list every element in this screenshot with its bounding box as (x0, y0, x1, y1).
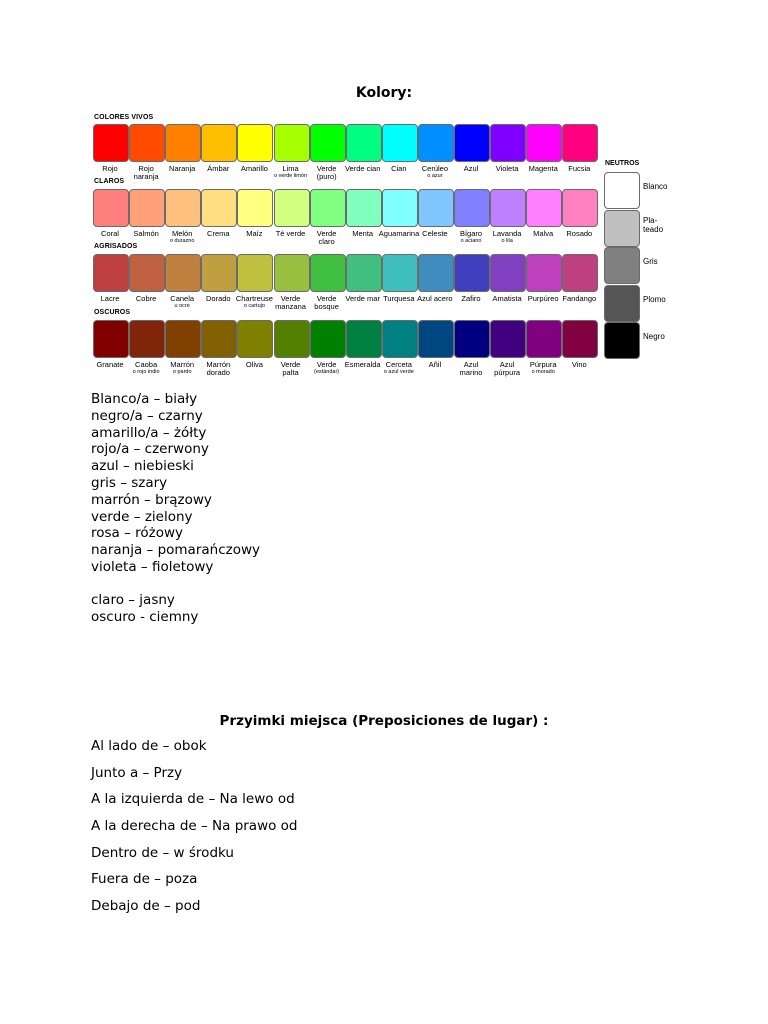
color-swatch (418, 124, 454, 162)
color-name (559, 230, 599, 238)
color-name-text: Aguamarina (378, 229, 420, 238)
color-name (417, 295, 453, 303)
color-cell (454, 320, 490, 377)
color-name-text: Azul acero (417, 294, 453, 303)
color-name: Pla- teado (643, 215, 664, 234)
color-name-text: Verde palta (280, 360, 301, 377)
color-swatch (562, 254, 598, 292)
color-name-note: o morado (531, 369, 555, 375)
color-cell (165, 320, 201, 375)
color-name-text: Añil (428, 360, 442, 369)
color-swatch (237, 254, 273, 292)
color-name (162, 295, 202, 309)
color-cell (274, 189, 310, 238)
color-name-text: Granate (96, 360, 124, 369)
color-name (523, 165, 563, 173)
color-name-text: Azul púrpura (494, 360, 521, 377)
color-swatch (310, 124, 346, 162)
color-name-text: Amatista (492, 294, 522, 303)
vocab-item: Blanco/a – biały (91, 391, 198, 407)
color-name-text: Verde mar (345, 294, 380, 303)
color-name (162, 361, 202, 375)
color-swatch (526, 254, 562, 292)
color-name (487, 165, 527, 173)
color-name (343, 361, 383, 369)
color-name (451, 165, 491, 173)
color-cell (237, 254, 273, 309)
color-swatch (346, 320, 382, 358)
color-name (343, 230, 383, 238)
color-name (345, 165, 381, 173)
color-name-text: Oliva (245, 360, 263, 369)
color-name-text: Turquesa (383, 294, 415, 303)
color-cell (310, 254, 346, 311)
color-swatch (346, 254, 382, 292)
color-cell (346, 124, 382, 173)
preposition-item: Junto a – Przy (91, 764, 183, 781)
neutral-color (604, 210, 684, 246)
color-name (523, 361, 563, 375)
color-name-note: o rojo indio (132, 369, 160, 375)
color-name (200, 361, 236, 377)
color-cell (201, 320, 237, 377)
color-swatch (604, 322, 640, 359)
color-name-text: Marrón (170, 360, 195, 369)
color-name (379, 361, 419, 375)
color-swatch (165, 320, 201, 358)
color-name (90, 230, 130, 238)
color-swatch (526, 320, 562, 358)
vocab-item: claro – jasny (91, 592, 175, 608)
color-name (90, 165, 130, 173)
color-swatch (201, 189, 237, 227)
vocab-item: naranja – pomarańczowy (91, 542, 260, 559)
color-cell (129, 320, 165, 375)
color-cell (129, 124, 165, 181)
color-name (198, 230, 238, 238)
color-cell (93, 124, 129, 173)
color-row (93, 124, 598, 184)
color-chart (93, 112, 678, 382)
color-cell (201, 124, 237, 173)
color-name-text: Melón (171, 229, 193, 238)
color-swatch (310, 320, 346, 358)
color-name-text: Vino (571, 360, 587, 369)
color-name-text: Menta (352, 229, 374, 238)
color-name-text: Cerúleo (421, 164, 449, 173)
color-name-text: Lima (282, 164, 299, 173)
color-name (126, 361, 166, 375)
color-swatch (93, 320, 129, 358)
color-cell (201, 189, 237, 238)
color-swatch (237, 124, 273, 162)
color-cell (129, 189, 165, 238)
color-name-text: Fucsia (568, 164, 591, 173)
vocab-item: verde – zielony (91, 508, 193, 525)
color-name-note: (estándar) (314, 369, 340, 375)
color-name-note: o pardo (172, 369, 192, 375)
color-swatch (201, 124, 237, 162)
color-name (273, 295, 309, 311)
preposition-item: A la derecha de – Na prawo od (91, 818, 298, 835)
color-swatch (382, 320, 418, 358)
color-name-text: Esmeralda (344, 360, 381, 369)
color-name-text: Lavanda (492, 229, 522, 238)
color-cell (310, 189, 346, 246)
color-name-text: Crema (207, 229, 230, 238)
color-cell (454, 124, 490, 173)
color-cell (382, 320, 418, 375)
color-name-text: Magenta (528, 164, 558, 173)
prepositions-title: Przyimki miejsca (Preposiciones de lugar) : (219, 713, 549, 729)
color-cell (454, 254, 490, 303)
color-cell (562, 124, 598, 173)
color-row (93, 320, 598, 380)
color-name-text: Cerceta (385, 360, 412, 369)
color-name (559, 361, 599, 369)
color-name-note: o azur (427, 173, 443, 179)
color-swatch (129, 254, 165, 292)
color-cell (237, 320, 273, 369)
color-name (415, 361, 455, 369)
vocab-item: azul – niebieski (91, 458, 194, 475)
color-name (415, 165, 455, 179)
color-name (234, 165, 274, 173)
color-cell (418, 124, 454, 179)
color-swatch (201, 320, 237, 358)
color-cell (418, 254, 454, 303)
color-name (453, 361, 489, 377)
color-swatch (454, 189, 490, 227)
color-name-note: o lila (501, 238, 513, 244)
color-row (93, 254, 598, 314)
color-name-text: Maíz (246, 229, 263, 238)
color-name (309, 165, 345, 181)
color-name-text: Cobre (135, 294, 157, 303)
color-swatch (418, 189, 454, 227)
color-cell (490, 320, 526, 377)
color-row (93, 189, 598, 249)
color-name (415, 230, 455, 238)
shade-vocabulary-list (91, 592, 198, 626)
color-name (234, 295, 274, 309)
vocab-item: gris – szary (91, 474, 168, 491)
color-name-text: Zafiro (461, 294, 481, 303)
neutral-color (604, 247, 684, 283)
color-group-label: COLORES VIVOS (94, 114, 154, 121)
color-swatch (490, 189, 526, 227)
color-cell (346, 320, 382, 369)
neutral-color (604, 172, 684, 208)
vocab-item: violeta – fioletowy (91, 558, 214, 575)
color-name-note: o cartujo (243, 303, 265, 309)
color-cell (526, 254, 562, 303)
color-name (162, 165, 202, 173)
color-swatch (562, 189, 598, 227)
color-name (271, 165, 311, 179)
color-name (559, 295, 599, 303)
color-cell (526, 124, 562, 173)
color-name: Blanco (643, 182, 668, 191)
color-name-text: Violeta (495, 164, 519, 173)
color-swatch (562, 320, 598, 358)
color-name-note: o aciano (460, 238, 482, 244)
color-swatch (93, 124, 129, 162)
color-name-text: Verde manzana (275, 294, 306, 311)
prepositions-list (91, 738, 298, 925)
color-swatch (274, 320, 310, 358)
color-cell (346, 189, 382, 238)
color-name-text: Celeste (422, 229, 448, 238)
color-name-note: u ocre (174, 303, 190, 309)
color-name (162, 230, 202, 244)
color-name-text: Amarillo (240, 164, 268, 173)
color-name-text: Salmón (133, 229, 159, 238)
color-cell (562, 254, 598, 303)
color-cell (418, 189, 454, 238)
vocab-item: rojo/a – czerwony (91, 441, 209, 458)
color-cell (165, 189, 201, 244)
color-cell (93, 320, 129, 369)
color-swatch (274, 254, 310, 292)
color-swatch (490, 124, 526, 162)
color-name (90, 361, 130, 369)
neutral-color (604, 285, 684, 321)
color-cell (382, 124, 418, 173)
color-name-note: o durazno (169, 238, 195, 244)
color-cell (129, 254, 165, 303)
color-swatch (454, 254, 490, 292)
color-cell (165, 254, 201, 309)
color-swatch (93, 254, 129, 292)
color-name (307, 361, 347, 375)
color-name-text: Ámbar (207, 164, 230, 173)
color-swatch (310, 189, 346, 227)
vocab-item: amarillo/a – żółty (91, 424, 207, 441)
color-name (234, 230, 274, 238)
color-swatch (201, 254, 237, 292)
color-cell (310, 124, 346, 181)
color-swatch (310, 254, 346, 292)
preposition-item: Dentro de – w środku (91, 844, 234, 861)
color-swatch (165, 124, 201, 162)
color-swatch (382, 124, 418, 162)
color-name (198, 165, 238, 173)
color-name (198, 295, 238, 303)
color-name-text: Naranja (169, 164, 196, 173)
color-swatch (418, 254, 454, 292)
color-name (90, 295, 130, 303)
color-swatch (346, 124, 382, 162)
color-cell (274, 320, 310, 377)
color-name-text: Verde claro (316, 229, 337, 246)
preposition-item: Al lado de – obok (91, 738, 207, 754)
color-name-text: Bígaro (459, 229, 483, 238)
color-cell (378, 189, 420, 238)
preposition-item: Debajo de – pod (91, 898, 201, 915)
color-swatch (129, 320, 165, 358)
color-name-text: Chartreuse (235, 294, 273, 303)
color-name-text: Azul (463, 164, 479, 173)
color-name-text: Verde (316, 360, 337, 369)
color-name-note: o azul verde (383, 369, 414, 375)
color-group-label: AGRISADOS (94, 243, 138, 250)
color-name-text: Marrón dorado (206, 360, 231, 377)
color-swatch (604, 172, 640, 209)
color-group-label: OSCUROS (94, 309, 131, 316)
color-name (487, 230, 527, 244)
color-cell (93, 254, 129, 303)
color-cell (237, 124, 273, 173)
color-swatch (382, 189, 418, 227)
color-name (523, 295, 563, 303)
color-name-text: Púrpura (529, 360, 557, 369)
color-name: Negro (643, 332, 665, 341)
preposition-item: A la izquierda de – Na lewo od (91, 791, 295, 808)
color-name (523, 230, 563, 238)
color-name (559, 165, 599, 173)
color-swatch (454, 124, 490, 162)
color-cell (526, 189, 562, 238)
color-name-text: Verde bosque (314, 294, 339, 311)
vocab-item: rosa – różowy (91, 525, 184, 542)
neutral-group-label: NEUTROS (605, 160, 640, 167)
color-name-text: Cian (391, 164, 407, 173)
color-cell (562, 189, 598, 238)
color-group-label: CLAROS (94, 178, 125, 185)
color-cell (310, 320, 346, 375)
color-cell (274, 254, 310, 311)
vocab-item: negro/a – czarny (91, 407, 203, 424)
color-name-text: Fandango (562, 294, 597, 303)
color-swatch (129, 124, 165, 162)
color-name-text: Malva (533, 229, 554, 238)
color-name-text: Verde (puro) (316, 164, 337, 181)
color-cell (201, 254, 237, 303)
color-swatch (490, 254, 526, 292)
color-vocabulary-list (91, 391, 260, 576)
color-name (379, 165, 419, 173)
color-name-text: Rojo naranja (133, 164, 159, 181)
vocab-item: oscuro - ciemny (91, 608, 199, 625)
color-name (128, 165, 164, 181)
color-cell (382, 254, 418, 303)
color-name (451, 230, 491, 244)
color-cell (93, 189, 129, 238)
color-swatch (604, 285, 640, 322)
color-name-text: Dorado (205, 294, 231, 303)
color-swatch (346, 189, 382, 227)
color-name-text: Rosado (566, 229, 593, 238)
color-name (451, 295, 491, 303)
color-swatch (418, 320, 454, 358)
color-cell (346, 254, 382, 303)
color-cell (418, 320, 454, 369)
color-swatch (604, 247, 640, 284)
color-swatch (562, 124, 598, 162)
color-cell (490, 124, 526, 173)
color-cell (490, 254, 526, 303)
color-name-note: o verde limón (273, 173, 308, 179)
color-swatch (93, 189, 129, 227)
color-cell (490, 189, 526, 244)
neutral-color (604, 322, 684, 358)
color-name (379, 230, 419, 238)
color-swatch (165, 189, 201, 227)
color-swatch (382, 254, 418, 292)
color-swatch (165, 254, 201, 292)
color-swatch (274, 189, 310, 227)
color-swatch (490, 320, 526, 358)
color-name (309, 230, 345, 246)
color-cell (165, 124, 201, 173)
color-name-text: Lacre (100, 294, 120, 303)
color-name-text: Rojo (102, 164, 118, 173)
page-title: Kolory: (355, 85, 413, 101)
color-name-text: Caoba (135, 360, 158, 369)
vocab-item: marrón – brązowy (91, 491, 212, 508)
color-cell (526, 320, 562, 375)
color-swatch (454, 320, 490, 358)
color-name-text: Té verde (275, 229, 306, 238)
color-name (126, 295, 166, 303)
color-name (487, 295, 527, 303)
color-cell (454, 189, 490, 244)
color-name-text: Purpúreo (527, 294, 559, 303)
color-name (234, 361, 274, 369)
color-name: Plomo (643, 294, 666, 304)
color-name-text: Canela (170, 294, 195, 303)
color-name-text: Verde cian (344, 164, 381, 173)
color-swatch (526, 124, 562, 162)
color-cell (237, 189, 273, 238)
color-cell (562, 320, 598, 369)
color-name-text: Coral (101, 229, 119, 238)
color-swatch (129, 189, 165, 227)
color-name (379, 295, 419, 303)
color-swatch (274, 124, 310, 162)
preposition-item: Fuera de – poza (91, 871, 198, 888)
color-swatch (604, 210, 640, 247)
color-swatch (237, 320, 273, 358)
color-name (126, 230, 166, 238)
color-swatch (526, 189, 562, 227)
color-cell (274, 124, 310, 179)
color-name: Gris (643, 257, 658, 266)
color-name (271, 230, 311, 238)
color-name-text: Azul marino (459, 360, 483, 377)
color-swatch (237, 189, 273, 227)
color-name (309, 295, 345, 311)
color-name (345, 295, 381, 303)
color-name (273, 361, 309, 377)
color-name (489, 361, 525, 377)
